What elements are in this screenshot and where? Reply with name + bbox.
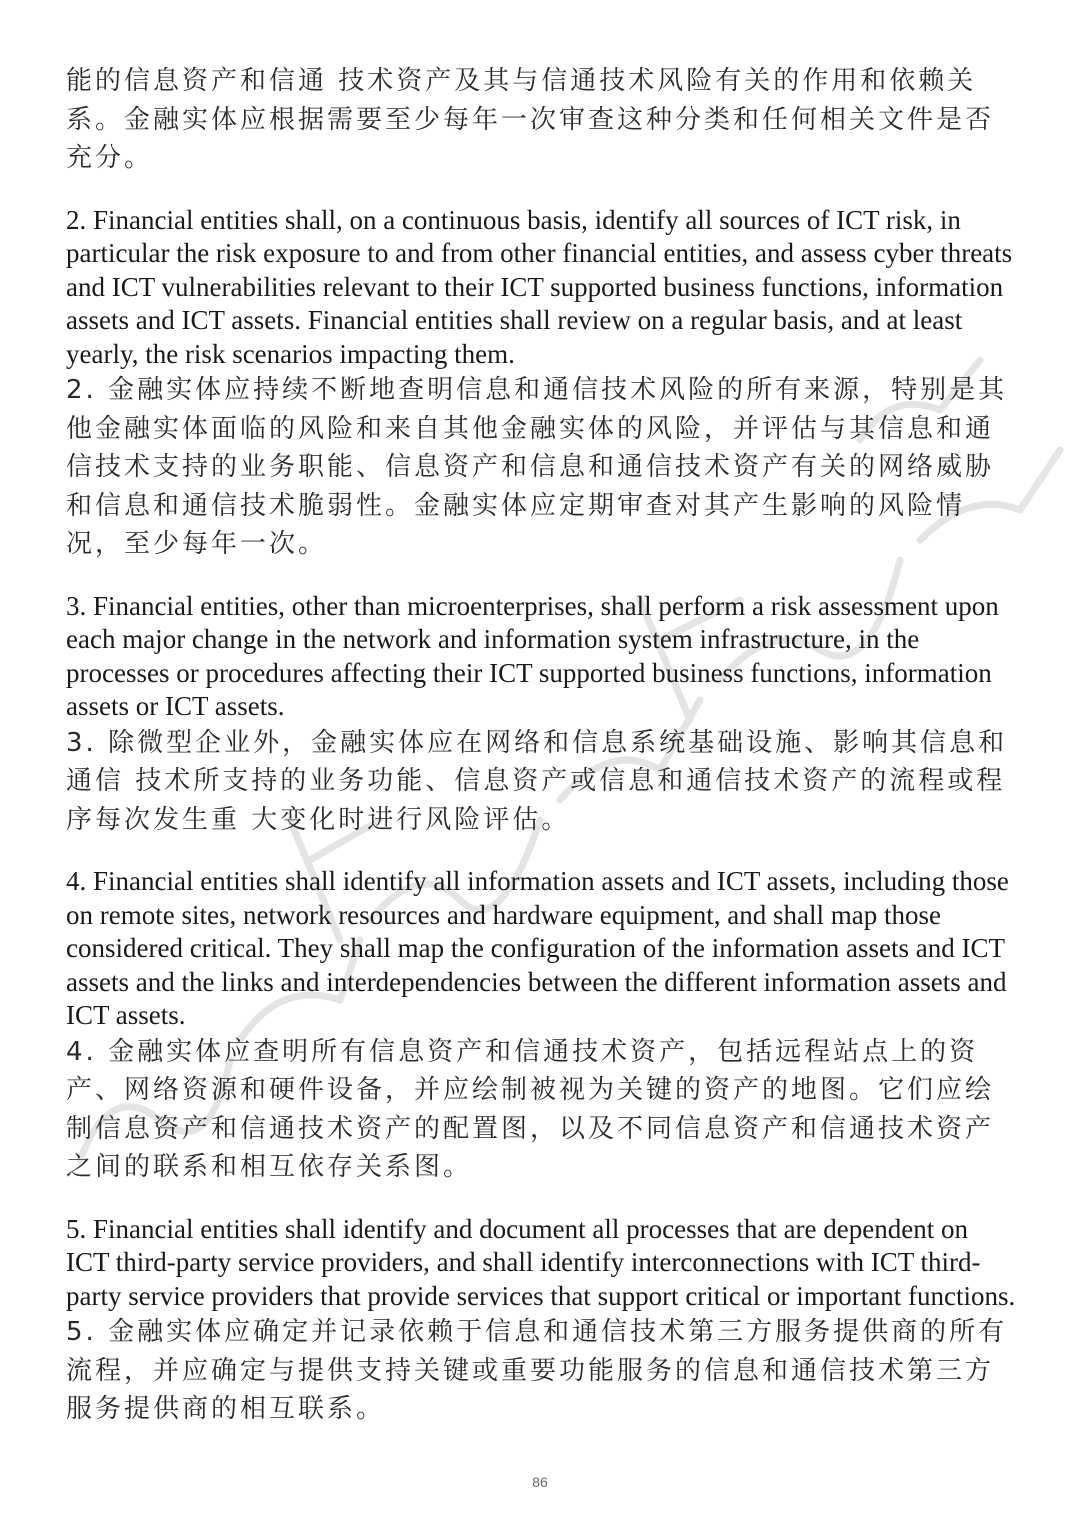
page-number: 86 (532, 1474, 548, 1490)
paragraph-5-english: 5. Financial entities shall identify and document all processes that are dependent on ICT third-party service providers, and shall identify interconnections with ICT third-party service providers that provide services that support critical or important functions. (66, 1213, 1016, 1311)
paragraph-2-english: 2. Financial entities shall, on a continuous basis, identify all sources of ICT risk, in particular the risk exposure to and from other financial entities, and assess cyber threats and ICT vulnerabilities relevant to their ICT supported business functions, information assets and ICT assets. Financial entities shall review on a regular basis, and at least yearly, the risk scenarios impacting them. (66, 204, 1013, 369)
paragraph-4-english: 4. Financial entities shall identify all information assets and ICT assets, including those on remote sites, network resources and hardware equipment, and shall map those considered critical. They shall map the configuration of the information assets and ICT assets and the links and interdependencies between the different information assets and ICT assets. (66, 866, 1009, 1030)
paragraph-5-chinese: 5. 金融实体应确定并记录依赖于信息和通信技术第三方服务提供商的所有流程，并应确定与提供支持关键或重要功能服务的信息和通信技术第三方服务提供商的相互联系。 (66, 1317, 1008, 1424)
paragraph-1-chinese-continuation: 能的信息资产和信通 技术资产及其与信通技术风险有关的作用和依赖关系。金融实体应根据需要至少每年一次审查这种分类和任何相关文件是否充分。 (66, 66, 995, 173)
paragraph-3-english: 3. Financial entities, other than microenterprises, shall perform a risk assessment upon each major change in the network and information system infrastructure, in the processes or procedures affecting their ICT supported business functions, information assets or ICT assets. (66, 590, 999, 721)
document-body (66, 62, 1016, 1429)
paragraph-3-chinese: 3. 除微型企业外，金融实体应在网络和信息系统基础设施、影响其信息和通信 技术所支持的业务功能、信息资产或信息和通信技术资产的流程或程序每次发生重 大变化时进行风险评估。 (66, 727, 1008, 835)
paragraph-4-chinese: 4. 金融实体应查明所有信息资产和信通技术资产，包括远程站点上的资产、网络资源和硬件设备，并应绘制被视为关键的资产的地图。它们应绘制信息资产和信通技术资产的配置图，以及不同信息资产和信通技术资产之间的联系和相互依存关系图。 (66, 1036, 995, 1182)
paragraph-2-chinese: 2. 金融实体应持续不断地查明信息和通信技术风险的所有来源，特别是其他金融实体面临的风险和来自其他金融实体的风险，并评估与其信息和通信技术支持的业务职能、信息资产和信息和通信技术资产有关的网络威胁和信息和通信技术脆弱性。金融实体应定期审查对其产生影响的风险情况，至少每年一次。 (66, 375, 1008, 559)
